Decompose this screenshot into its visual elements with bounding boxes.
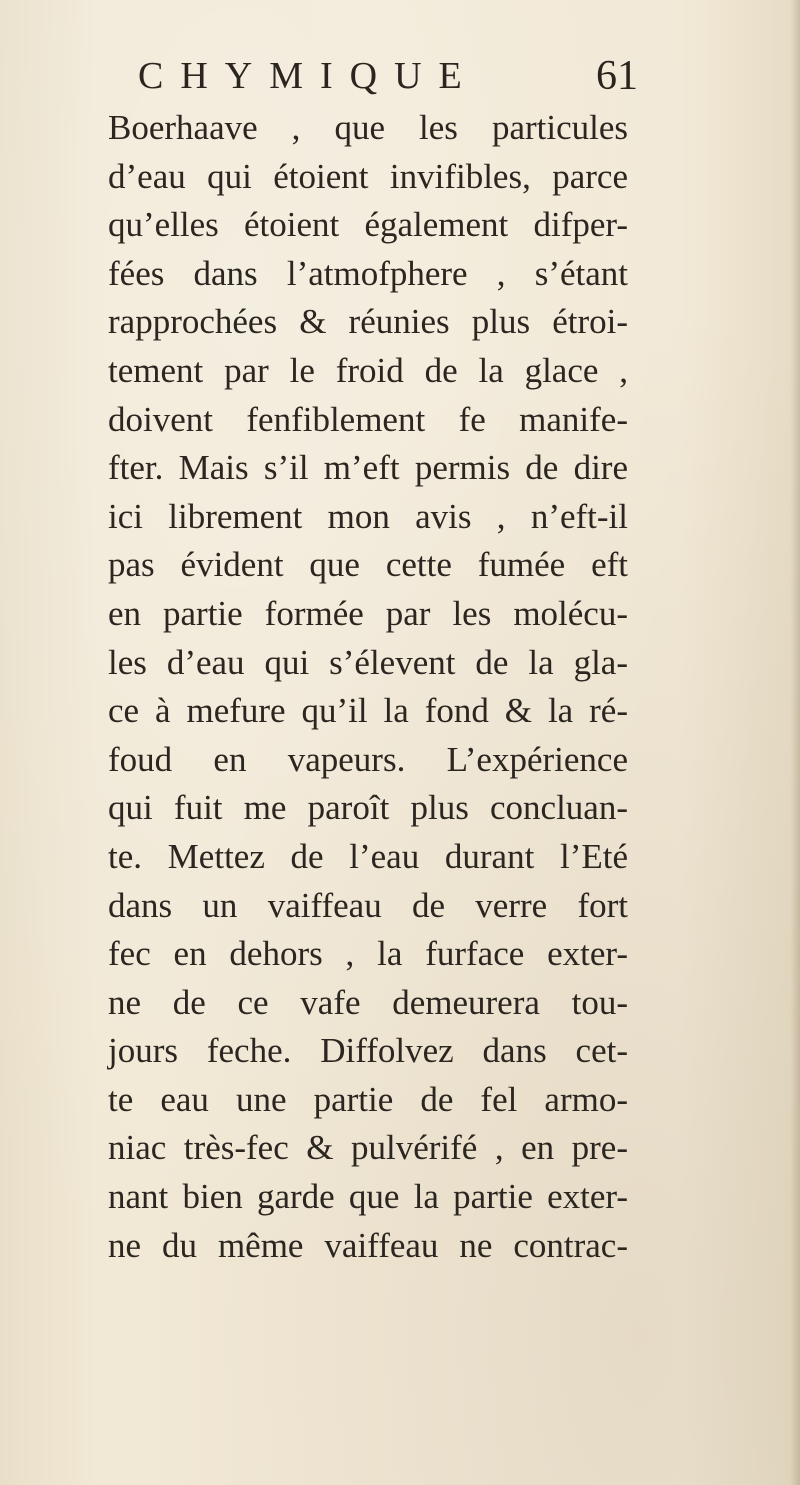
- text-line: en partie formée par les molécu-: [108, 593, 628, 633]
- text-line: fées dans l’atmofphere , s’étant: [108, 253, 628, 293]
- text-line: ce à mefure qu’il la fond & la ré-: [108, 691, 628, 731]
- text-line: nant bien garde que la partie exter-: [108, 1177, 628, 1217]
- text-line: d’eau qui étoient invifibles, parce: [108, 156, 628, 196]
- text-line: qui fuit me paroît plus concluan-: [108, 788, 628, 828]
- text-line: qu’elles étoient également difper-: [108, 205, 628, 245]
- text-line: te eau une partie de fel armo-: [108, 1079, 628, 1119]
- running-title: CHYMIQUE: [138, 55, 479, 97]
- text-line: les d’eau qui s’élevent de la gla-: [108, 642, 628, 682]
- text-line: foud en vapeurs. L’expérience: [108, 739, 628, 779]
- page-header: [138, 50, 638, 102]
- text-line: pas évident que cette fumée eft: [108, 545, 628, 585]
- text-line: fter. Mais s’il m’eft permis de dire: [108, 448, 628, 488]
- text-line: ici librement mon avis , n’eft-il: [108, 496, 628, 536]
- body-text: [108, 104, 628, 1270]
- text-line: dans un vaiffeau de verre fort: [108, 885, 628, 925]
- text-line: ne du même vaiffeau ne contrac-: [108, 1225, 628, 1265]
- text-line: ne de ce vafe demeurera tou-: [108, 982, 628, 1022]
- text-line: niac très-fec & pulvérifé , en pre-: [108, 1128, 628, 1168]
- page-number: 61: [596, 53, 638, 99]
- text-line: Boerhaave , que les particules: [108, 108, 628, 147]
- text-line: fec en dehors , la furface exter-: [108, 934, 628, 974]
- text-line: tement par le froid de la glace ,: [108, 350, 628, 390]
- text-line: rapprochées & réunies plus étroi-: [108, 302, 628, 342]
- text-line: doivent fenfiblement fe manife-: [108, 399, 628, 439]
- page-edge-shadow: [790, 0, 800, 1485]
- text-line: te. Mettez de l’eau durant l’Eté: [108, 836, 628, 876]
- text-line: jours feche. Diffolvez dans cet-: [108, 1031, 628, 1071]
